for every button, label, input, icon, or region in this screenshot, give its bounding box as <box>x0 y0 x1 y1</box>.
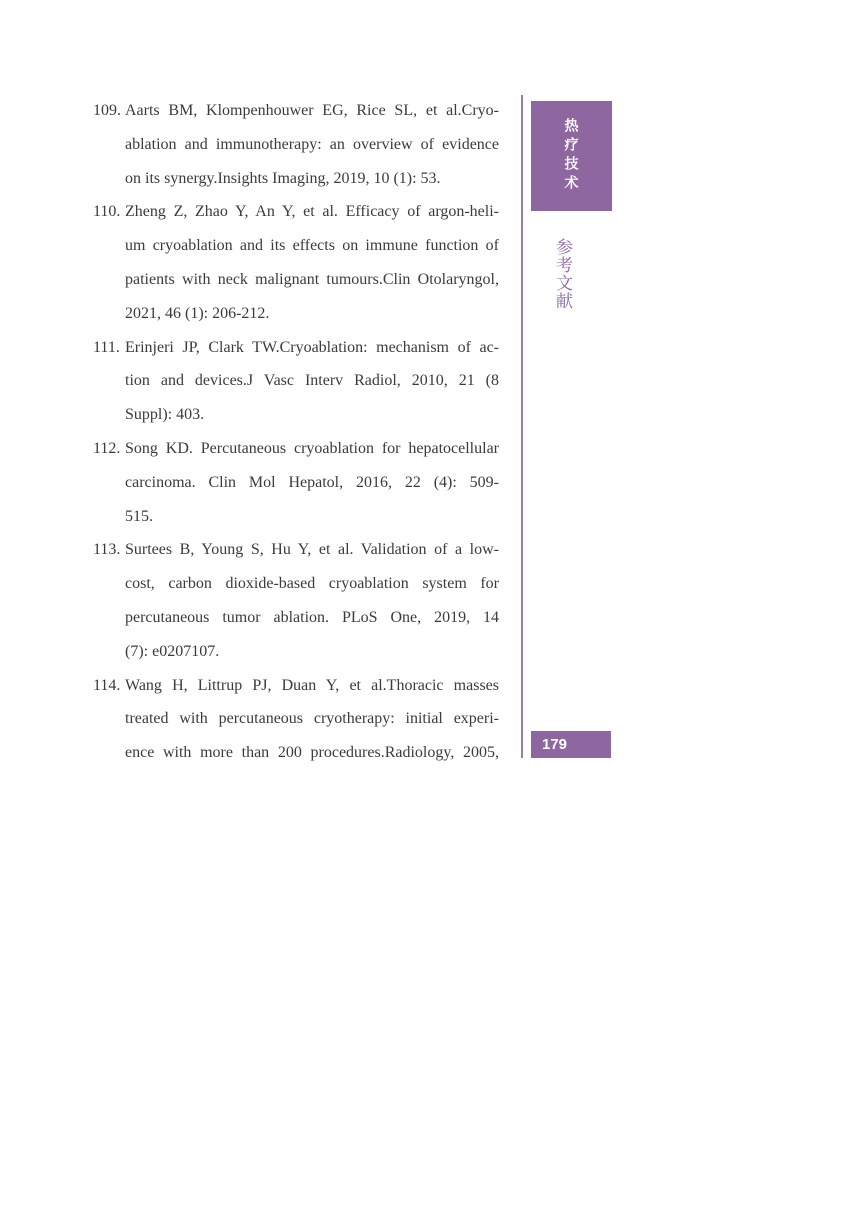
reference-number: 114. <box>93 676 121 694</box>
reference-text <box>125 94 499 195</box>
reference-line: 2021, 46 (1): 206-212. <box>125 304 270 322</box>
section-label: 参考文献 <box>553 238 572 310</box>
chapter-tab <box>531 101 612 211</box>
reference-line: Zheng Z, Zhao Y, An Y, et al. Efficacy of argon-heli- <box>125 203 499 221</box>
reference-line: Erinjeri JP, Clark TW.Cryoablation: mechanism of ac- <box>125 338 499 356</box>
reference-number: 110. <box>93 203 121 221</box>
reference-line: Song KD. Percutaneous cryoablation for hepatocellular <box>125 439 499 457</box>
reference-line: um cryoablation and its effects on immune function of <box>125 237 499 255</box>
reference-line: Surtees B, Young S, Hu Y, et al. Validation of a low- <box>125 541 499 559</box>
reference-text <box>125 195 499 330</box>
reference-line: cost, carbon dioxide-based cryoablation system for <box>125 575 499 593</box>
reference-number: 109. <box>93 102 121 119</box>
page-number-badge <box>531 731 611 758</box>
reference-list <box>93 94 499 770</box>
reference-item <box>93 331 499 432</box>
reference-line: ence with more than 200 procedures.Radiology, 2005, <box>125 744 499 762</box>
reference-number: 111. <box>93 338 120 356</box>
reference-line: tion and devices.J Vasc Interv Radiol, 2010, 21 (8 <box>125 372 499 390</box>
reference-line: treated with percutaneous cryotherapy: initial experi- <box>125 710 499 728</box>
reference-item <box>93 94 499 195</box>
reference-line: (7): e0207107. <box>125 642 220 660</box>
reference-line: Wang H, Littrup PJ, Duan Y, et al.Thoracic masses <box>125 676 499 694</box>
sidebar-divider-line <box>521 95 523 758</box>
reference-text <box>125 533 499 668</box>
reference-text <box>125 432 499 533</box>
reference-line: 515. <box>125 507 153 525</box>
reference-line: carcinoma. Clin Mol Hepatol, 2016, 22 (4): 509- <box>125 473 499 491</box>
chapter-tab-label: 热疗技术 <box>563 118 580 194</box>
reference-line: Aarts BM, Klompenhouwer EG, Rice SL, et al.Cryo- <box>125 102 499 119</box>
reference-number: 113. <box>93 541 121 559</box>
reference-text <box>125 331 499 432</box>
reference-item <box>93 432 499 533</box>
reference-line: Suppl): 403. <box>125 406 205 424</box>
page-number: 179 <box>542 736 568 753</box>
reference-number: 112. <box>93 439 121 457</box>
reference-line: ablation and immunotherapy: an overview of evidence <box>125 135 499 153</box>
reference-item <box>93 195 499 330</box>
reference-text <box>125 669 499 770</box>
reference-line: patients with neck malignant tumours.Clin Otolaryngol, <box>125 270 499 288</box>
reference-line: percutaneous tumor ablation. PLoS One, 2019, 14 <box>125 608 499 626</box>
reference-item <box>93 669 499 770</box>
reference-item <box>93 533 499 668</box>
reference-line: on its synergy.Insights Imaging, 2019, 10 (1): 53. <box>125 169 441 187</box>
